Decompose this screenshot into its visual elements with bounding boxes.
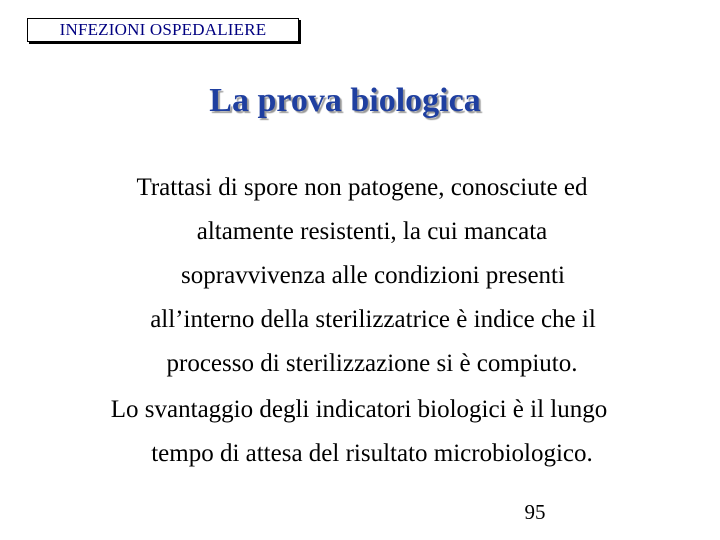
section-header-box: [27, 18, 299, 42]
body-line: tempo di attesa del risultato microbiologico.: [151, 440, 593, 467]
body-paragraph-drawback: [0, 388, 720, 476]
body-line: processo di sterilizzazione si è compiuto.: [166, 350, 578, 377]
body-line: altamente resistenti, la cui mancata: [196, 218, 548, 245]
page-number: 95: [524, 500, 546, 524]
slide-title: La prova biologica: [209, 82, 481, 119]
body-line: Trattasi di spore non patogene, conosciute ed: [136, 174, 588, 201]
body-paragraph-spores: [0, 166, 720, 386]
body-line: all’interno della sterilizzatrice è indice che il: [150, 306, 596, 333]
body-line: Lo svantaggio degli indicatori biologici è il lungo: [110, 396, 608, 423]
section-header-label: INFEZIONI OSPEDALIERE: [59, 20, 267, 39]
body-line: sopravvivenza alle condizioni presenti: [181, 262, 565, 289]
